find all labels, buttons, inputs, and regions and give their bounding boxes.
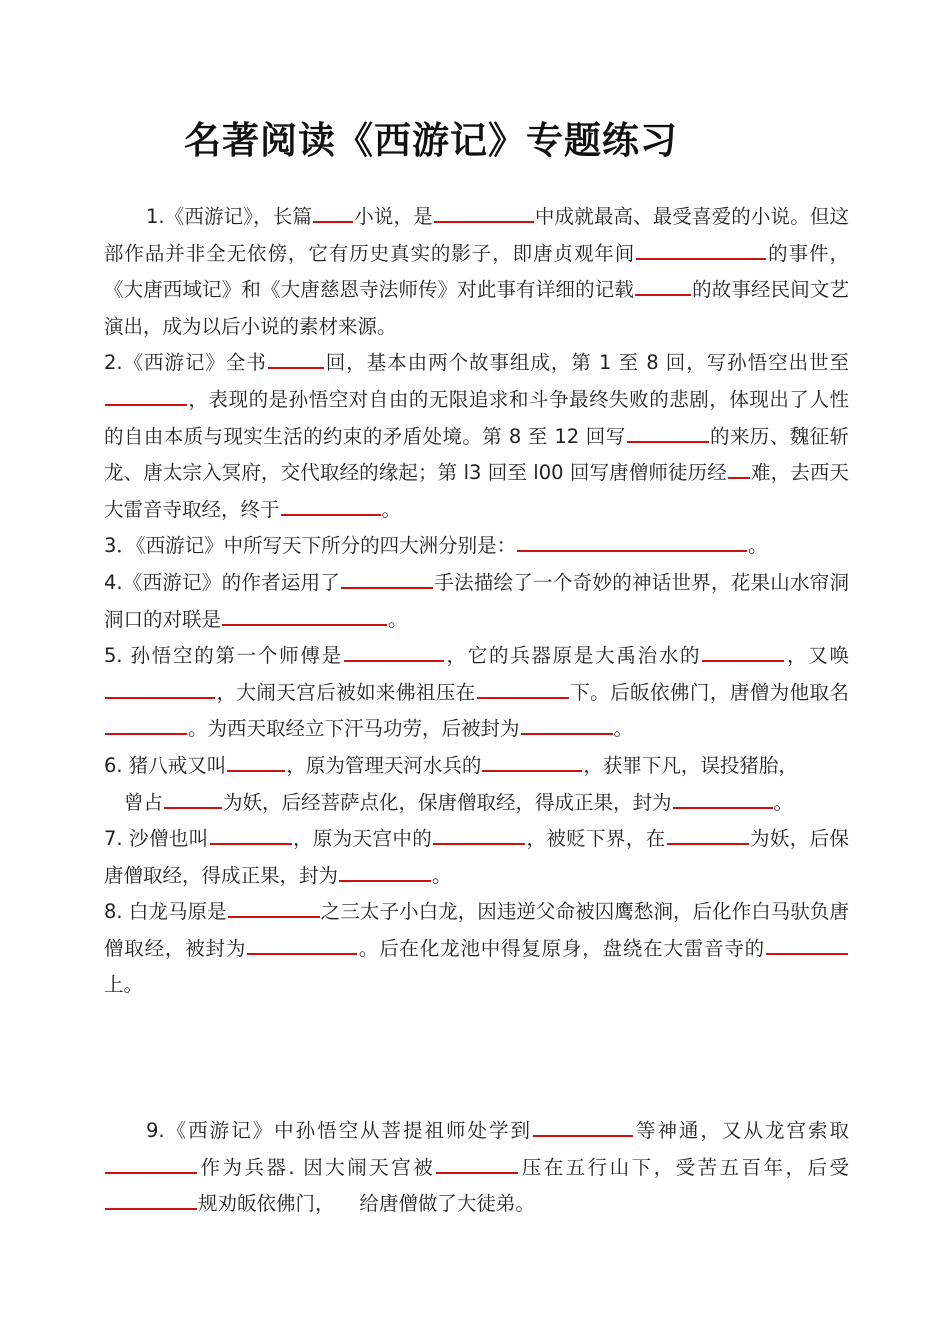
- answer-blank[interactable]: [517, 532, 747, 553]
- question-1: [104, 199, 849, 345]
- question-8: [104, 894, 849, 1004]
- answer-blank[interactable]: [673, 788, 773, 809]
- page-title: 名著阅读《西游记》专题练习: [184, 119, 678, 162]
- q4-text-c: 。: [388, 607, 408, 631]
- question-6: [104, 748, 849, 785]
- q5-text-d: ，大闹天宫后被如来佛祖压在: [216, 680, 476, 704]
- question-4: [104, 565, 849, 638]
- q9-text-c: 作为兵器. 因大闹天宫被: [198, 1155, 436, 1179]
- question-2: [104, 345, 849, 528]
- q2-text-b: 回，基本由两个故事组成，第 1 至 8 回，写孙悟空出世至: [324, 351, 849, 375]
- answer-blank[interactable]: [728, 459, 750, 480]
- answer-blank[interactable]: [521, 715, 613, 736]
- q5-text-g: 。: [613, 717, 634, 741]
- answer-blank[interactable]: [339, 861, 431, 882]
- answer-blank[interactable]: [436, 1153, 518, 1174]
- q5-text-a: 5. 孙悟空的第一个师傅是: [104, 644, 343, 668]
- exercise-body: [104, 199, 849, 1223]
- answer-blank[interactable]: [105, 1153, 197, 1174]
- q1-text-d: 的事件，《大唐西域记》和《大唐慈恩寺法师传》对此事有详细的记载: [104, 241, 849, 302]
- answer-blank[interactable]: [433, 825, 525, 846]
- answer-blank[interactable]: [636, 239, 766, 260]
- answer-blank[interactable]: [164, 788, 222, 809]
- q5-text-f: 。为西天取经立下汗马功劳，后被封为: [188, 717, 520, 741]
- q6-text-f: 。: [773, 790, 794, 814]
- answer-blank[interactable]: [434, 202, 534, 223]
- q9-text-f: 给唐僧做了大徒弟。: [359, 1192, 535, 1216]
- answer-blank[interactable]: [313, 202, 353, 223]
- answer-blank[interactable]: [222, 605, 387, 626]
- q6-text-d: 曾占: [124, 790, 164, 814]
- answer-blank[interactable]: [105, 715, 187, 736]
- q6-text-c: ，获罪下凡，误投猪胎，: [583, 753, 798, 777]
- answer-blank[interactable]: [635, 276, 691, 297]
- q2-text-c: ，表现的是孙悟空对自由的无限追求和斗争最终失败的悲剧，体现出了人性的自由本质与现实生活的约束的矛盾处境。第 8 至 12 回写: [104, 387, 849, 448]
- q1-text-a: 1.《西游记》，长篇: [146, 205, 313, 228]
- answer-blank[interactable]: [105, 678, 215, 699]
- q2-text-f: 。: [381, 497, 402, 521]
- q2-text-a: 2.《西游记》全书: [104, 351, 267, 375]
- answer-blank[interactable]: [627, 422, 709, 443]
- question-6-cont: [104, 785, 849, 822]
- q8-text-d: 上。: [104, 973, 144, 997]
- q9-text-a: 9.《西游记》中孙悟空从菩提祖师处学到: [146, 1119, 533, 1143]
- q6-text-b: ，原为管理天河水兵的: [286, 753, 482, 777]
- answer-blank[interactable]: [105, 385, 187, 406]
- answer-blank[interactable]: [766, 934, 848, 955]
- answer-blank[interactable]: [227, 751, 285, 772]
- question-5: [104, 638, 849, 748]
- q9-text-e: 规劝皈依佛门，: [198, 1192, 335, 1216]
- q7-text-e: 。: [432, 863, 452, 887]
- q3-text-b: 。: [748, 534, 768, 558]
- answer-blank[interactable]: [341, 568, 433, 589]
- answer-blank[interactable]: [482, 751, 582, 772]
- q7-text-c: ，被贬下界，在: [526, 827, 666, 851]
- section-spacer: [104, 1004, 849, 1113]
- q7-text-b: ，原为天宫中的: [292, 827, 433, 851]
- q2-text-e: 难，去西天大雷音寺取经，终于: [104, 461, 849, 521]
- q4-text-a: 4.《西游记》的作者运用了: [104, 570, 341, 594]
- q8-text-a: 8. 白龙马原是: [104, 900, 227, 924]
- answer-blank[interactable]: [281, 495, 381, 516]
- q7-text-d: 为妖，后保唐僧取经，得成正果，封为: [104, 827, 849, 887]
- q5-text-e: 下。后皈依佛门，唐僧为他取名: [569, 680, 849, 704]
- answer-blank[interactable]: [702, 642, 784, 663]
- q8-text-b: 之三太子小白龙，因违逆父命被囚鹰愁涧，后化作白马驮负唐僧取经，被封为: [104, 900, 849, 960]
- q5-text-c: ，又唤: [785, 644, 849, 668]
- q1-text-c: 中成就最高、最受喜爱的小说。但这部作品并非全无依傍，它有历史真实的影子，即唐贞观年间: [104, 205, 849, 265]
- answer-blank[interactable]: [533, 1117, 633, 1138]
- answer-blank[interactable]: [268, 349, 324, 370]
- question-9: [104, 1113, 849, 1223]
- answer-blank[interactable]: [210, 825, 292, 846]
- q5-text-b: ，它的兵器原是大禹治水的: [444, 644, 702, 668]
- q9-text-d: 压在五行山下，受苦五百年，后受: [519, 1155, 849, 1179]
- answer-blank[interactable]: [344, 642, 444, 663]
- q6-text-e: 为妖，后经菩萨点化，保唐僧取经，得成正果，封为: [223, 790, 672, 814]
- q3-text-a: 3．《西游记》中所写天下所分的四大洲分别是：: [104, 534, 517, 558]
- question-7: [104, 821, 849, 894]
- answer-blank[interactable]: [247, 934, 357, 955]
- question-3: [104, 528, 849, 565]
- answer-blank[interactable]: [105, 1190, 197, 1211]
- q7-text-a: 7. 沙僧也叫: [104, 827, 209, 851]
- q4-text-b: 手法描绘了一个奇妙的神话世界，花果山水帘洞洞口的对联是: [104, 570, 849, 631]
- answer-blank[interactable]: [477, 678, 569, 699]
- q8-text-c: 。后在化龙池中得复原身，盘绕在大雷音寺的: [358, 936, 765, 960]
- q9-text-b: 等神通，又从龙宫索取: [634, 1119, 849, 1143]
- q2-text-d: 的来历、魏征斩龙、唐太宗入冥府，交代取经的缘起；第 l3 回至 l00 回写唐僧师徒历经: [104, 424, 849, 485]
- q1-text-e: 的故事经民间文艺演出，成为以后小说的素材来源。: [104, 278, 849, 338]
- q1-text-b: 小说，是: [354, 205, 433, 228]
- q6-text-a: 6. 猪八戒又叫: [104, 753, 227, 777]
- answer-blank[interactable]: [228, 898, 320, 919]
- answer-blank[interactable]: [667, 825, 749, 846]
